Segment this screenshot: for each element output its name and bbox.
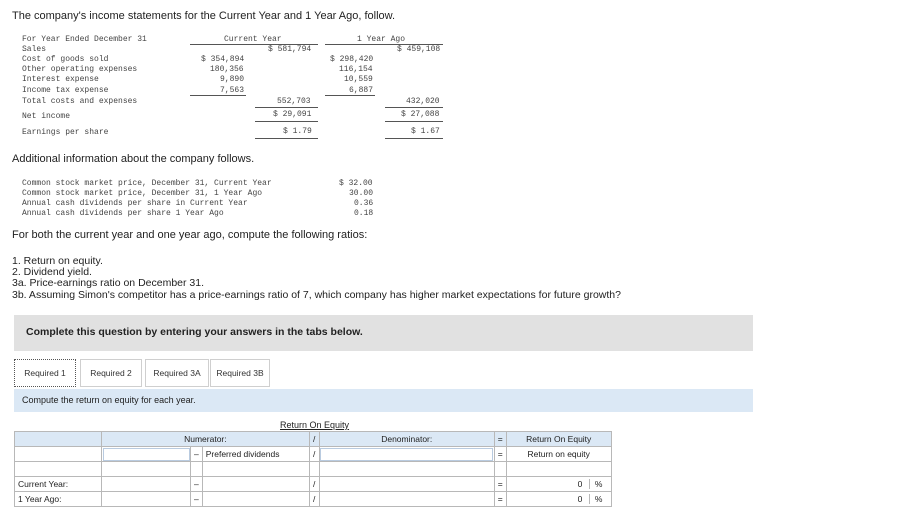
additional-heading: Additional information about the company follows. [12,153,255,165]
add-value-1: 30.00 [349,189,374,198]
roe-ago-preferred-input[interactable] [202,492,309,507]
roe-ago-denominator-input[interactable] [319,492,494,507]
label-interest: Interest expense [22,75,99,84]
tab-required-3b[interactable]: Required 3B [210,359,270,387]
cur-tax: 7,563 [220,86,245,95]
roe-numerator-header: Numerator: [102,432,310,447]
instruction-banner [14,315,753,351]
roe-spacer-cell [309,462,319,477]
percent-sign: % [589,494,608,504]
ago-sales: $ 459,108 [397,45,441,54]
roe-header-row [15,432,612,447]
ago-cogs: $ 298,420 [330,55,374,64]
roe-row-label: Current Year: [15,477,102,492]
cur-net: $ 29,091 [273,110,312,119]
roe-equals-header: = [494,432,506,447]
instructions-text: For both the current year and one year ago, compute the following ratios: [12,229,368,241]
roe-sub-blank [15,447,102,462]
roe-current-preferred-input[interactable] [202,477,309,492]
ago-interest: 10,559 [344,75,373,84]
roe-equals: = [494,492,506,507]
roe-minus-sign: – [191,477,203,492]
cur-opex: 180,356 [210,65,244,74]
question-3a: 3a. Price-earnings ratio on December 31. [12,277,205,289]
add-label-3: Annual cash dividends per share 1 Year Ago [22,209,224,218]
roe-title: Return On Equity [280,420,350,430]
roe-equals: = [494,477,506,492]
intro-text: The company's income statements for the Current Year and 1 Year Ago, follow. [12,10,396,22]
task-bar [14,389,753,412]
ago-eps: $ 1.67 [411,127,440,136]
label-eps: Earnings per share [22,128,109,137]
roe-spacer-cell [191,462,203,477]
cur-sales: $ 581,794 [268,45,312,54]
task-text: Compute the return on equity for each year. [22,395,196,405]
cur-interest: 9,890 [220,75,245,84]
roe-ago-value: 0 [577,494,583,504]
roe-spacer-cell [102,462,191,477]
roe-subheader-row [15,447,612,462]
roe-equals-sub: = [494,447,506,462]
question-1: 1. Return on equity. [12,255,103,267]
roe-slash: / [309,492,319,507]
roe-spacer-cell [319,462,494,477]
roe-spacer-cell [202,462,309,477]
add-label-1: Common stock market price, December 31, 1 Year Ago [22,189,263,198]
label-net: Net income [22,112,71,121]
add-label-2: Annual cash dividends per share in Current Year [22,199,248,208]
ago-total: 432,020 [406,97,440,106]
cur-total: 552,703 [277,97,311,106]
roe-ago-numerator-input[interactable] [102,492,191,507]
cur-eps: $ 1.79 [283,127,312,136]
roe-row-label: 1 Year Ago: [15,492,102,507]
roe-spacer-row [15,462,612,477]
roe-result-sub: Return on equity [506,447,611,462]
tab-required-1[interactable]: Required 1 [14,359,76,387]
question-3b: 3b. Assuming Simon's competitor has a price-earnings ratio of 7, which company has higher market expectations for future growth? [12,289,621,301]
roe-denominator-label-input[interactable] [319,447,494,462]
roe-spacer-cell [494,462,506,477]
label-cogs: Cost of goods sold [22,55,109,64]
roe-current-numerator-input[interactable] [102,477,191,492]
percent-sign: % [589,479,608,489]
label-sales: Sales [22,45,47,54]
question-2: 2. Dividend yield. [12,266,92,278]
roe-minus-sign: – [191,447,203,462]
add-value-3: 0.18 [354,209,374,218]
ago-opex: 116,154 [339,65,373,74]
roe-slash-header: / [309,432,319,447]
roe-result-header: Return On Equity [506,432,611,447]
tab-required-2[interactable]: Required 2 [80,359,142,387]
roe-row-current [15,477,612,492]
label-tax: Income tax expense [22,86,109,95]
roe-denominator-header: Denominator: [319,432,494,447]
roe-spacer-cell [15,462,102,477]
roe-table [14,431,612,507]
roe-header-blank [15,432,102,447]
roe-spacer-cell [506,462,611,477]
roe-preferred-label: Preferred dividends [202,447,309,462]
roe-current-denominator-input[interactable] [319,477,494,492]
roe-row-ago [15,492,612,507]
add-value-0: $ 32.00 [339,179,373,188]
col-ago-header: 1 Year Ago [357,35,406,44]
roe-slash: / [309,477,319,492]
banner-text: Complete this question by entering your answers in the tabs below. [26,326,363,338]
tab-required-3a[interactable]: Required 3A [145,359,209,387]
cur-cogs: $ 354,894 [201,55,245,64]
ago-tax: 6,887 [349,86,374,95]
roe-current-value: 0 [577,479,583,489]
add-value-2: 0.36 [354,199,374,208]
roe-numerator-label-input[interactable] [102,447,191,462]
add-label-0: Common stock market price, December 31, Current Year [22,179,272,188]
label-total: Total costs and expenses [22,97,138,106]
roe-current-result [506,477,611,492]
roe-minus-sign: – [191,492,203,507]
roe-ago-result [506,492,611,507]
label-opex: Other operating expenses [22,65,138,74]
col-current-header: Current Year [224,35,282,44]
header-label: For Year Ended December 31 [22,35,147,44]
ago-net: $ 27,088 [401,110,440,119]
roe-slash-sub: / [309,447,319,462]
